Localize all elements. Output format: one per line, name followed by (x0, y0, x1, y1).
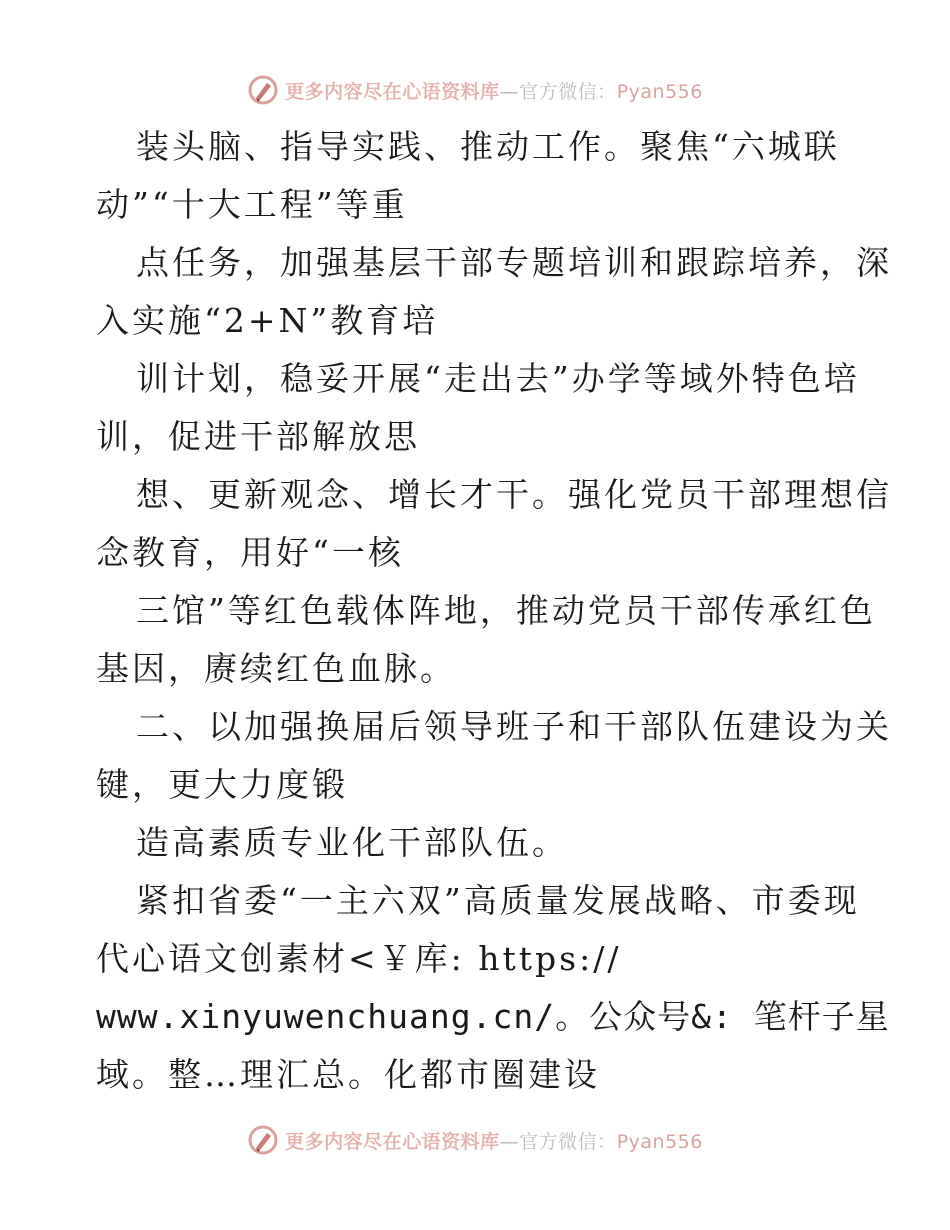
text-line-url: www.xinyuwenchuang.cn/。公众号&: 笔杆子星 (96, 997, 890, 1036)
watermark-dash: — (499, 80, 520, 103)
text-line: 装头脑、指导实践、推动工作。聚焦“六城联 (136, 127, 840, 166)
text-line: 想、更新观念、增长才干。强化党员干部理想信 (136, 475, 892, 514)
section-heading-line: 造高素质专业化干部队伍。 (136, 823, 568, 862)
text-line: 训，促进干部解放思 (96, 417, 420, 456)
text-line: 紧扣省委“一主六双”高质量发展战略、市委现 (136, 881, 860, 920)
watermark-id: Pyan556 (616, 80, 703, 103)
text-line: 训计划，稳妥开展“走出去”办学等域外特色培 (136, 359, 860, 398)
document-body (96, 118, 892, 1104)
text-line: 三馆”等红色载体阵地，推动党员干部传承红色 (136, 591, 876, 630)
text-line: 入实施“2+N”教育培 (96, 301, 439, 340)
text-line: 基因，赓续红色血脉。 (96, 649, 456, 688)
section-heading-line: 键，更大力度锻 (96, 765, 348, 804)
pen-logo-icon (247, 74, 279, 106)
watermark-footer (0, 1120, 950, 1160)
section-heading-line: 二、以加强换届后领导班子和干部队伍建设为关 (136, 707, 892, 746)
watermark-main-text: 更多内容尽在心语资料库 (285, 1130, 500, 1153)
text-line: 动”“十大工程”等重 (96, 185, 408, 224)
watermark-id: Pyan556 (616, 1130, 703, 1153)
text-line: 域。整…理汇总。化都市圈建设 (96, 1055, 600, 1094)
watermark-dash: — (499, 1130, 520, 1153)
watermark-label: 官方微信： (519, 80, 617, 103)
watermark-header (0, 70, 950, 110)
text-line: 念教育，用好“一核 (96, 533, 404, 572)
text-line: 代心语文创素材<￥库: https:// (96, 939, 622, 978)
watermark-main-text: 更多内容尽在心语资料库 (285, 80, 500, 103)
pen-logo-icon (247, 1124, 279, 1156)
watermark-label: 官方微信： (519, 1130, 617, 1153)
text-line: 点任务，加强基层干部专题培训和跟踪培养，深 (136, 243, 892, 282)
